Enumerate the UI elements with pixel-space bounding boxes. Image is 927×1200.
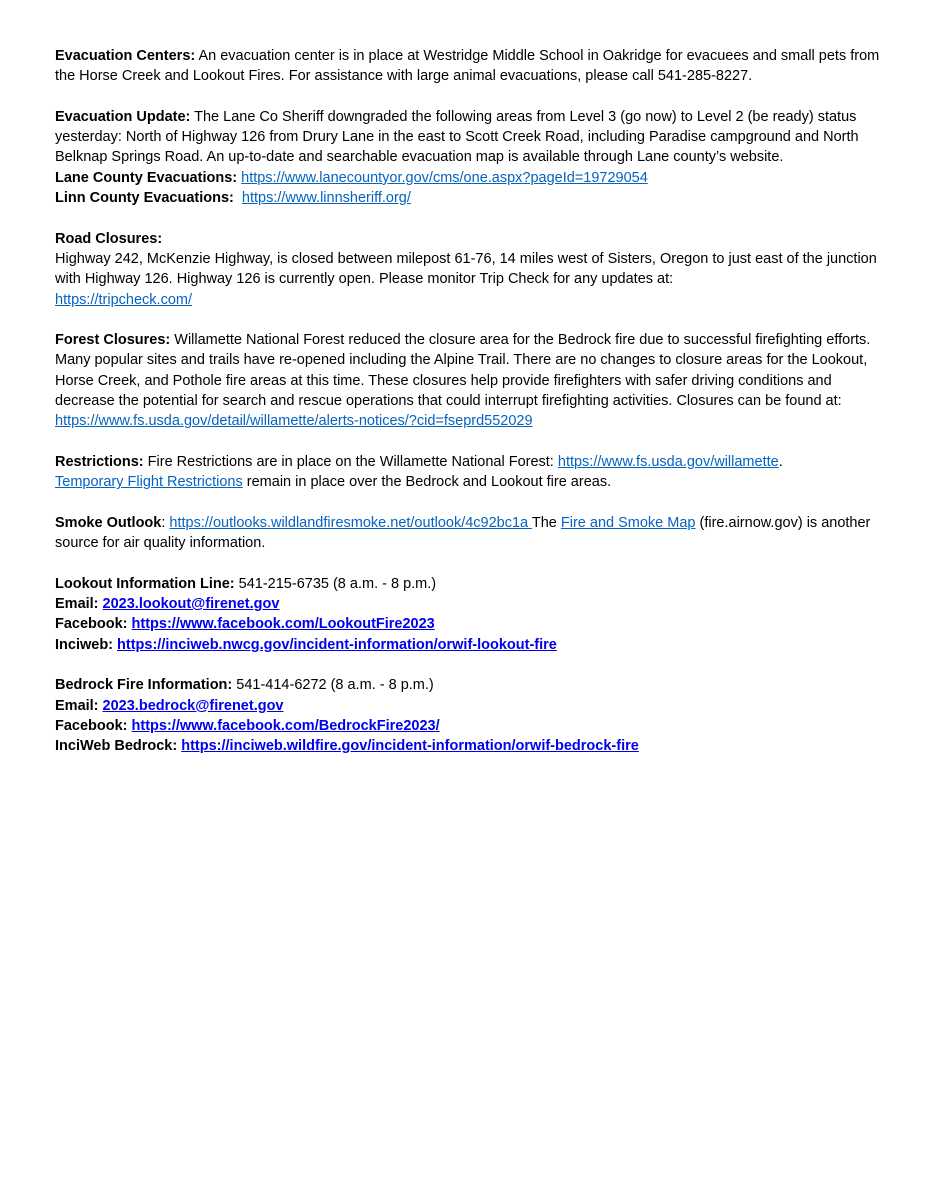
tfr-text: remain in place over the Bedrock and Lookout fire areas. [242, 474, 612, 491]
document-page [55, 46, 885, 756]
forest-closures-paragraph [55, 330, 885, 431]
evacuation-centers-paragraph [55, 46, 885, 87]
bedrock-inciweb-line [55, 736, 885, 756]
linn-county-line [55, 188, 885, 208]
lookout-info-phone: 541-215-6735 (8 a.m. - 8 p.m.) [234, 575, 437, 592]
lookout-info-line [55, 574, 885, 594]
spacer [55, 553, 885, 573]
road-closures-label: Road Closures: [55, 230, 163, 247]
evacuation-update-label: Evacuation Update: [55, 108, 191, 125]
bedrock-facebook-link[interactable]: https://www.facebook.com/BedrockFire2023/ [131, 717, 440, 734]
spacer [55, 310, 885, 330]
lookout-facebook-line [55, 614, 885, 634]
linn-county-label: Linn County Evacuations: [55, 190, 234, 207]
smoke-outlook-colon: : [161, 514, 170, 531]
lookout-facebook-label: Facebook: [55, 616, 128, 633]
bedrock-email-label: Email: [55, 697, 99, 714]
lookout-email-link[interactable]: 2023.lookout@firenet.gov [102, 596, 280, 613]
bedrock-email-link[interactable]: 2023.bedrock@firenet.gov [102, 697, 284, 714]
spacer [55, 493, 885, 513]
linn-county-link[interactable]: https://www.linnsheriff.org/ [241, 190, 411, 207]
smoke-outlook-the: The [531, 514, 561, 531]
lookout-facebook-link[interactable]: https://www.facebook.com/LookoutFire2023 [131, 616, 435, 633]
lookout-inciweb-link[interactable]: https://inciweb.nwcg.gov/incident-information/orwif-lookout-fire [117, 636, 557, 653]
bedrock-info-line [55, 675, 885, 695]
evacuation-update-paragraph [55, 107, 885, 168]
willamette-link[interactable]: https://www.fs.usda.gov/willamette [557, 453, 779, 470]
spacer [55, 655, 885, 675]
spacer [55, 432, 885, 452]
forest-closures-link[interactable]: https://www.fs.usda.gov/detail/willamette/alerts-notices/?cid=fseprd552029 [55, 413, 533, 430]
restrictions-text: Fire Restrictions are in place on the Willamette National Forest: [143, 453, 558, 470]
lane-county-label: Lane County Evacuations: [55, 169, 238, 186]
lane-county-link[interactable]: https://www.lanecountyor.gov/cms/one.aspx?pageId=19729054 [241, 169, 648, 186]
forest-closures-label: Forest Closures: [55, 332, 171, 349]
road-closures-paragraph [55, 249, 885, 310]
spacer [55, 87, 885, 107]
lookout-email-label: Email: [55, 596, 99, 613]
smoke-outlook-text: (fire.airnow.gov) is another source for air quality information. [55, 514, 871, 552]
evacuation-centers-label: Evacuation Centers: [55, 48, 196, 64]
tripcheck-link[interactable]: https://tripcheck.com/ [55, 291, 192, 308]
restrictions-paragraph [55, 452, 885, 493]
lookout-inciweb-line [55, 635, 885, 655]
evacuation-centers-text: An evacuation center is in place at Westridge Middle School in Oakridge for evacuees and small pets from the Horse Creek and Lookout Fires. For assistance with large animal evacuations, please call 541-285-8227. [55, 48, 880, 85]
lookout-inciweb-label: Inciweb: [55, 636, 114, 653]
bedrock-email-line [55, 696, 885, 716]
restrictions-period: . [778, 453, 783, 470]
forest-closures-text: Willamette National Forest reduced the closure area for the Bedrock fire due to successful firefighting efforts. Many popular sites and trails have re-opened including the Alpine Trail. There are no changes to closure areas for the Lookout, Horse Creek, and Pothole fire areas at this time. These closures help provide firefighters with safer driving conditions and decrease the potential for search and rescue operations that could interrupt firefighting activities. Closures can be found at: [55, 332, 871, 410]
spacer [55, 208, 885, 228]
bedrock-facebook-line [55, 716, 885, 736]
lookout-email-line [55, 594, 885, 614]
road-closures-text: Highway 242, McKenzie Highway, is closed between milepost 61-76, 14 miles west of Sisters, Oregon to just east of the junction with Highway 126. Highway 126 is currently open. Please monitor Trip Check for any updates at: [55, 250, 877, 288]
restrictions-label: Restrictions: [55, 453, 144, 470]
fire-and-smoke-map-link[interactable]: Fire and Smoke Map [560, 514, 696, 531]
smoke-outlook-label: Smoke Outlook [55, 514, 162, 531]
temporary-flight-restrictions-link[interactable]: Temporary Flight Restrictions [55, 474, 243, 491]
bedrock-info-label: Bedrock Fire Information: [55, 677, 233, 694]
smoke-outlook-paragraph [55, 513, 885, 554]
road-closures-heading [55, 229, 885, 249]
smoke-outlook-link[interactable]: https://outlooks.wildlandfiresmoke.net/outlook/4c92bc1a [169, 514, 532, 531]
bedrock-inciweb-label: InciWeb Bedrock: [55, 738, 178, 755]
lane-county-line [55, 168, 885, 188]
bedrock-facebook-label: Facebook: [55, 717, 128, 734]
bedrock-inciweb-link[interactable]: https://inciweb.wildfire.gov/incident-information/orwif-bedrock-fire [181, 738, 639, 755]
evacuation-update-text: The Lane Co Sheriff downgraded the following areas from Level 3 (go now) to Level 2 (be ready) status yesterday: North of Highway 126 from Drury Lane in the east to Scott Creek Road, including Paradise campground and North Belknap Springs Road. An up-to-date and searchable evacuation map is available through Lane county’s website. [55, 108, 859, 166]
lookout-info-label: Lookout Information Line: [55, 575, 235, 592]
bedrock-info-phone: 541-414-6272 (8 a.m. - 8 p.m.) [232, 677, 434, 694]
